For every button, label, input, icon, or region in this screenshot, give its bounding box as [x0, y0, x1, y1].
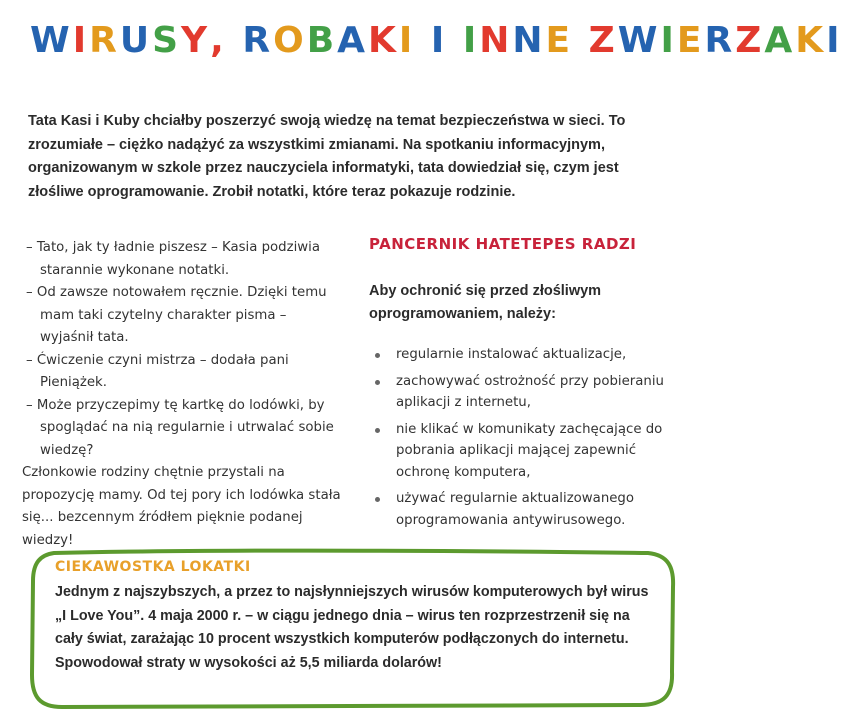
- title-letter: I: [826, 20, 843, 61]
- list-item: [372, 344, 672, 366]
- dialog-line: – Może przyczepimy tę kartkę do lodówki, by spoglądać na nią regularnie i utrwalać sobie wiedzę?: [26, 397, 334, 458]
- title-letter: A: [764, 20, 796, 61]
- list-item: [372, 488, 672, 531]
- bullet-icon: [375, 380, 380, 385]
- dialog-line: – Od zawsze notowałem ręcznie. Dzięki temu mam taki czytelny charakter pisma – wyjaśnił tata.: [26, 285, 327, 345]
- title-letter: S: [152, 20, 182, 61]
- title-letter: [227, 18, 243, 64]
- list-item-text: używać regularnie aktualizowanego oprogramowania antywirusowego.: [396, 491, 635, 528]
- list-item-text: regularnie instalować aktualizacje,: [396, 347, 627, 362]
- fact-heading: CIEKAWOSTKA LOKATKI: [55, 559, 251, 575]
- list-item: [372, 419, 672, 484]
- list-item-text: nie klikać w komunikaty zachęcające do pobrania aplikacji mającej zapewnić ochronę komputera,: [396, 421, 663, 480]
- title-letter: [447, 18, 463, 64]
- list-item: [372, 371, 672, 414]
- title-letter: Z: [735, 20, 765, 61]
- title-letter: N: [512, 20, 546, 61]
- fact-text: Jednym z najszybszych, a przez to najsłynniejszych wirusów komputerowych był wirus „I Love You”. 4 maja 2000 r. – w ciągu jednego dnia – wirus ten rozprzestrzenił się na cały świat, zarażając 10 procent wszystkich komputerów podłączonych do internetu. Spowodował straty w wysokości aż 5,5 miliarda dolarów!: [55, 584, 649, 671]
- title-letter: [573, 18, 589, 64]
- dialog-line: – Ćwiczenie czyni mistrza – dodała pani Pieniążek.: [26, 352, 289, 390]
- title-letter: I: [398, 20, 416, 61]
- title-letter: [415, 18, 431, 64]
- tip-lead: Aby ochronić się przed złośliwym oprogramowaniem, należy:: [369, 283, 602, 322]
- bullet-icon: [375, 497, 380, 502]
- title-letter: R: [89, 20, 120, 61]
- title-letter: U: [119, 20, 153, 61]
- title-letter: W: [30, 20, 73, 61]
- title-letter: B: [306, 20, 338, 61]
- title-letter: I: [430, 20, 448, 61]
- title-letter: N: [479, 20, 513, 61]
- title-letter: I: [462, 20, 480, 61]
- title-letter: K: [368, 20, 399, 61]
- dialog-closing: Członkowie rodziny chętnie przystali na propozycję mamy. Od tej pory ich lodówka stała się... bezcennym źródłem pięknie podanej wiedzy!: [22, 465, 341, 548]
- title-letter: E: [676, 20, 705, 61]
- page-title: [30, 18, 843, 64]
- title-letter: W: [617, 20, 661, 61]
- title-letter: Y: [181, 20, 211, 61]
- title-letter: ,: [210, 20, 227, 61]
- title-letter: K: [795, 20, 827, 61]
- intro-paragraph: Tata Kasi i Kuby chciałby poszerzyć swoją wiedzę na temat bezpieczeństwa w sieci. To zrozumiałe – ciężko nadążyć za wszystkimi zmianami. Na spotkaniu informacyjnym, organizowanym w szkole przez nauczyciela informatyki, tata dowiedział się, czym jest złośliwe oprogramowanie. Zrobił notatki, które teraz pokazuje rodzinie.: [28, 113, 626, 200]
- title-letter: O: [273, 20, 307, 61]
- list-item-text: zachowywać ostrożność przy pobieraniu aplikacji z internetu,: [396, 373, 664, 410]
- bullet-icon: [375, 428, 380, 433]
- title-letter: R: [704, 20, 736, 61]
- title-letter: I: [660, 20, 677, 61]
- tip-list: [372, 344, 672, 536]
- dialog-line: – Tato, jak ty ładnie piszesz – Kasia podziwia starannie wykonane notatki.: [26, 240, 320, 278]
- title-letter: A: [337, 20, 369, 61]
- bullet-icon: [375, 353, 380, 358]
- title-letter: E: [545, 20, 574, 61]
- title-letter: Z: [588, 20, 618, 61]
- tip-heading: PANCERNIK HATETEPES RADZI: [369, 235, 637, 253]
- title-letter: I: [72, 20, 90, 61]
- family-dialog: [22, 237, 342, 552]
- title-letter: R: [242, 20, 274, 61]
